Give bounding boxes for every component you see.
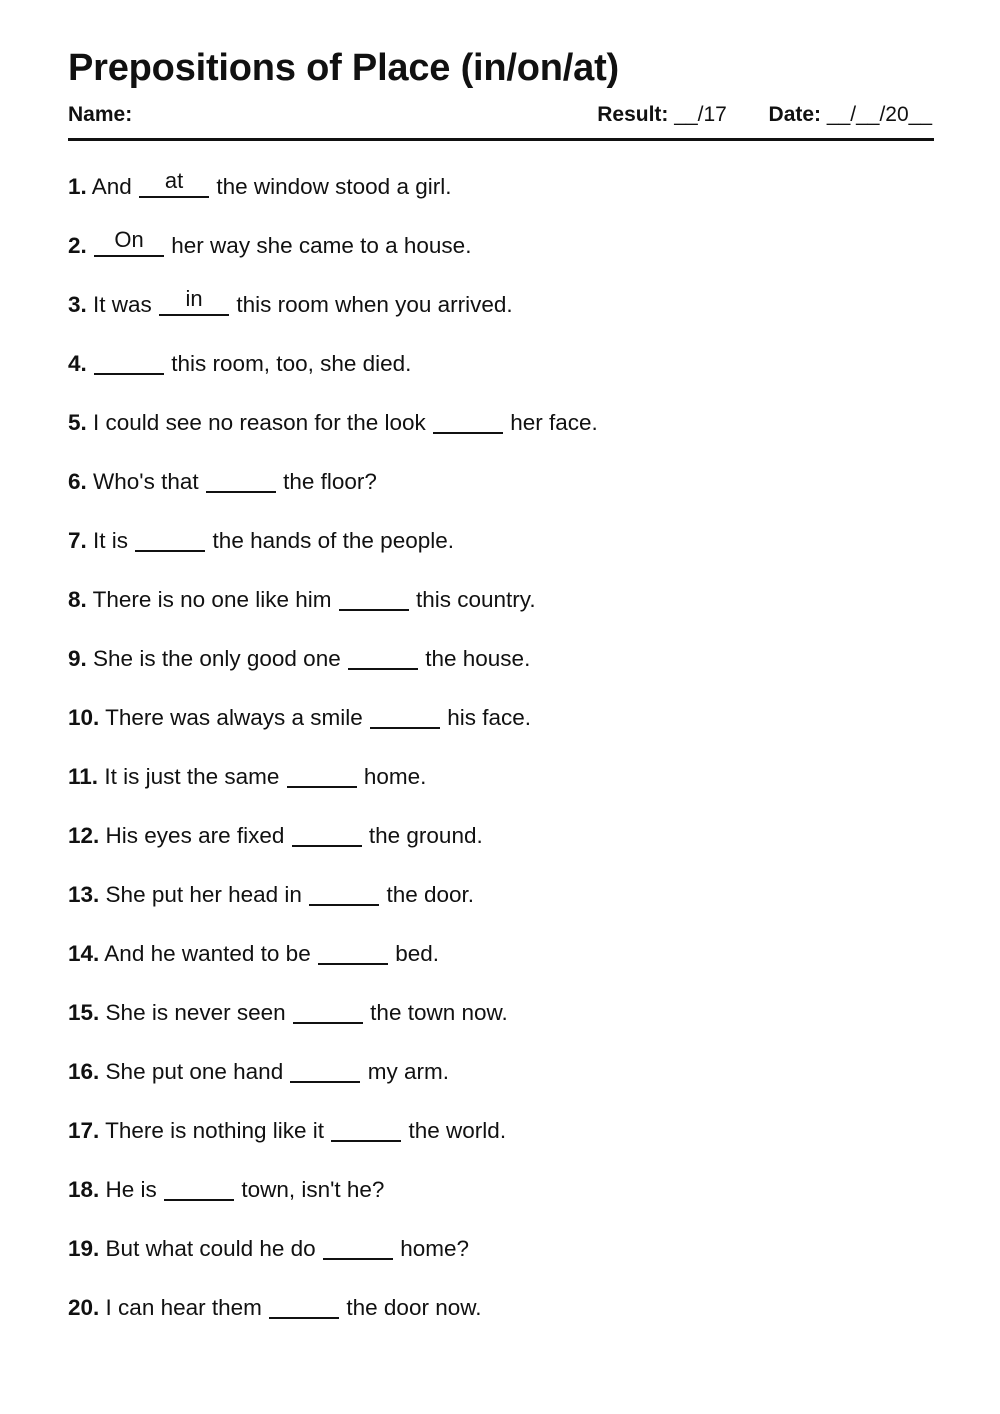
question-text-after: her way she came to a house. [165, 233, 472, 258]
answer-text: On [114, 227, 144, 252]
question-item [68, 583, 934, 642]
answer-blank[interactable] [370, 701, 440, 725]
header-divider [68, 138, 934, 141]
answer-blank[interactable] [94, 347, 164, 371]
question-text-before: I can hear them [105, 1295, 269, 1320]
question-number: 17. [68, 1118, 100, 1143]
answer-text: in [185, 286, 203, 311]
question-text-before: She put one hand [105, 1059, 290, 1084]
question-item [68, 996, 934, 1055]
question-text-after: my arm. [361, 1059, 449, 1084]
question-number: 2. [68, 233, 87, 258]
question-number: 5. [68, 410, 87, 435]
question-text-before: She is the only good one [93, 646, 347, 671]
question-text-before: It was [93, 292, 159, 317]
question-item [68, 1173, 934, 1232]
question-number: 15. [68, 1000, 100, 1025]
answer-blank[interactable] [159, 288, 229, 312]
answer-blank[interactable] [309, 878, 379, 902]
question-text-before: I could see no reason for the look [93, 410, 432, 435]
question-text-after: the world. [402, 1118, 507, 1143]
question-item [68, 229, 934, 288]
question-number: 19. [68, 1236, 100, 1261]
question-item [68, 524, 934, 583]
question-item [68, 1055, 934, 1114]
answer-blank[interactable] [323, 1232, 393, 1256]
question-item [68, 465, 934, 524]
question-text-after: home? [393, 1236, 470, 1261]
question-item [68, 819, 934, 878]
question-text-after: town, isn't he? [235, 1177, 385, 1202]
question-item [68, 170, 934, 229]
question-text-before: She put her head in [105, 882, 309, 907]
question-text-after: home. [357, 764, 427, 789]
result-value: __/17 [674, 103, 727, 126]
question-item [68, 760, 934, 819]
question-number: 3. [68, 292, 87, 317]
question-text-before: Who's that [93, 469, 205, 494]
question-number: 9. [68, 646, 87, 671]
question-text-after: the town now. [363, 1000, 508, 1025]
question-item [68, 288, 934, 347]
question-text-after: bed. [388, 941, 440, 966]
question-text-after: this room when you arrived. [230, 292, 513, 317]
question-text-after: the door. [380, 882, 475, 907]
question-item [68, 406, 934, 465]
answer-blank[interactable] [293, 996, 363, 1020]
question-text-after: this country. [409, 587, 536, 612]
date-value: __/__/20__ [826, 103, 932, 126]
question-text-before: She is never seen [105, 1000, 292, 1025]
question-text-after: the door now. [340, 1295, 482, 1320]
answer-blank[interactable] [331, 1114, 401, 1138]
question-text-before: And [91, 174, 139, 199]
question-number: 13. [68, 882, 100, 907]
question-text-after: her face. [504, 410, 598, 435]
question-text-after: the window stood a girl. [210, 174, 452, 199]
question-text-before: His eyes are fixed [105, 823, 291, 848]
answer-blank[interactable] [348, 642, 418, 666]
question-number: 7. [68, 528, 87, 553]
question-item [68, 878, 934, 937]
answer-blank[interactable] [290, 1055, 360, 1079]
answer-blank[interactable] [339, 583, 409, 607]
question-number: 10. [68, 705, 100, 730]
question-number: 12. [68, 823, 100, 848]
question-text-before: There is nothing like it [105, 1118, 331, 1143]
answer-blank[interactable] [135, 524, 205, 548]
question-number: 20. [68, 1295, 100, 1320]
answer-blank[interactable] [433, 406, 503, 430]
question-text-before: But what could he do [105, 1236, 322, 1261]
answer-blank[interactable] [94, 229, 164, 253]
question-text-before: He is [105, 1177, 164, 1202]
question-item [68, 1114, 934, 1173]
question-item [68, 1291, 934, 1350]
answer-blank[interactable] [292, 819, 362, 843]
question-text-before: It is just the same [104, 764, 286, 789]
question-number: 6. [68, 469, 87, 494]
date-label: Date: [768, 103, 822, 126]
question-number: 11. [68, 764, 99, 789]
question-number: 4. [68, 351, 87, 376]
question-text-after: the house. [418, 646, 531, 671]
question-item [68, 642, 934, 701]
answer-blank[interactable] [269, 1291, 339, 1315]
question-text-after: this room, too, she died. [165, 351, 412, 376]
question-item [68, 1232, 934, 1291]
question-text-after: the floor? [276, 469, 377, 494]
question-text-after: his face. [440, 705, 532, 730]
question-number: 8. [68, 587, 87, 612]
question-text-before: There was always a smile [105, 705, 369, 730]
result-label: Result: [597, 103, 669, 126]
question-text-before: And he wanted to be [104, 941, 317, 966]
answer-blank[interactable] [287, 760, 357, 784]
question-text-after: the ground. [362, 823, 483, 848]
answer-blank[interactable] [139, 170, 209, 194]
question-text-after: the hands of the people. [206, 528, 454, 553]
question-list [68, 170, 934, 1350]
question-text-before: There is no one like him [92, 587, 338, 612]
answer-blank[interactable] [164, 1173, 234, 1197]
header-meta-row [68, 103, 934, 129]
question-number: 16. [68, 1059, 100, 1084]
question-item [68, 347, 934, 406]
page-title: Prepositions of Place (in/on/at) [68, 47, 620, 89]
answer-blank[interactable] [318, 937, 388, 961]
question-number: 1. [68, 174, 87, 199]
name-label: Name: [68, 103, 133, 126]
question-number: 18. [68, 1177, 100, 1202]
question-number: 14. [68, 941, 100, 966]
result-date-group [597, 103, 932, 127]
question-item [68, 701, 934, 760]
question-text-before: It is [93, 528, 135, 553]
answer-blank[interactable] [206, 465, 276, 489]
question-item [68, 937, 934, 996]
answer-text: at [164, 168, 184, 193]
